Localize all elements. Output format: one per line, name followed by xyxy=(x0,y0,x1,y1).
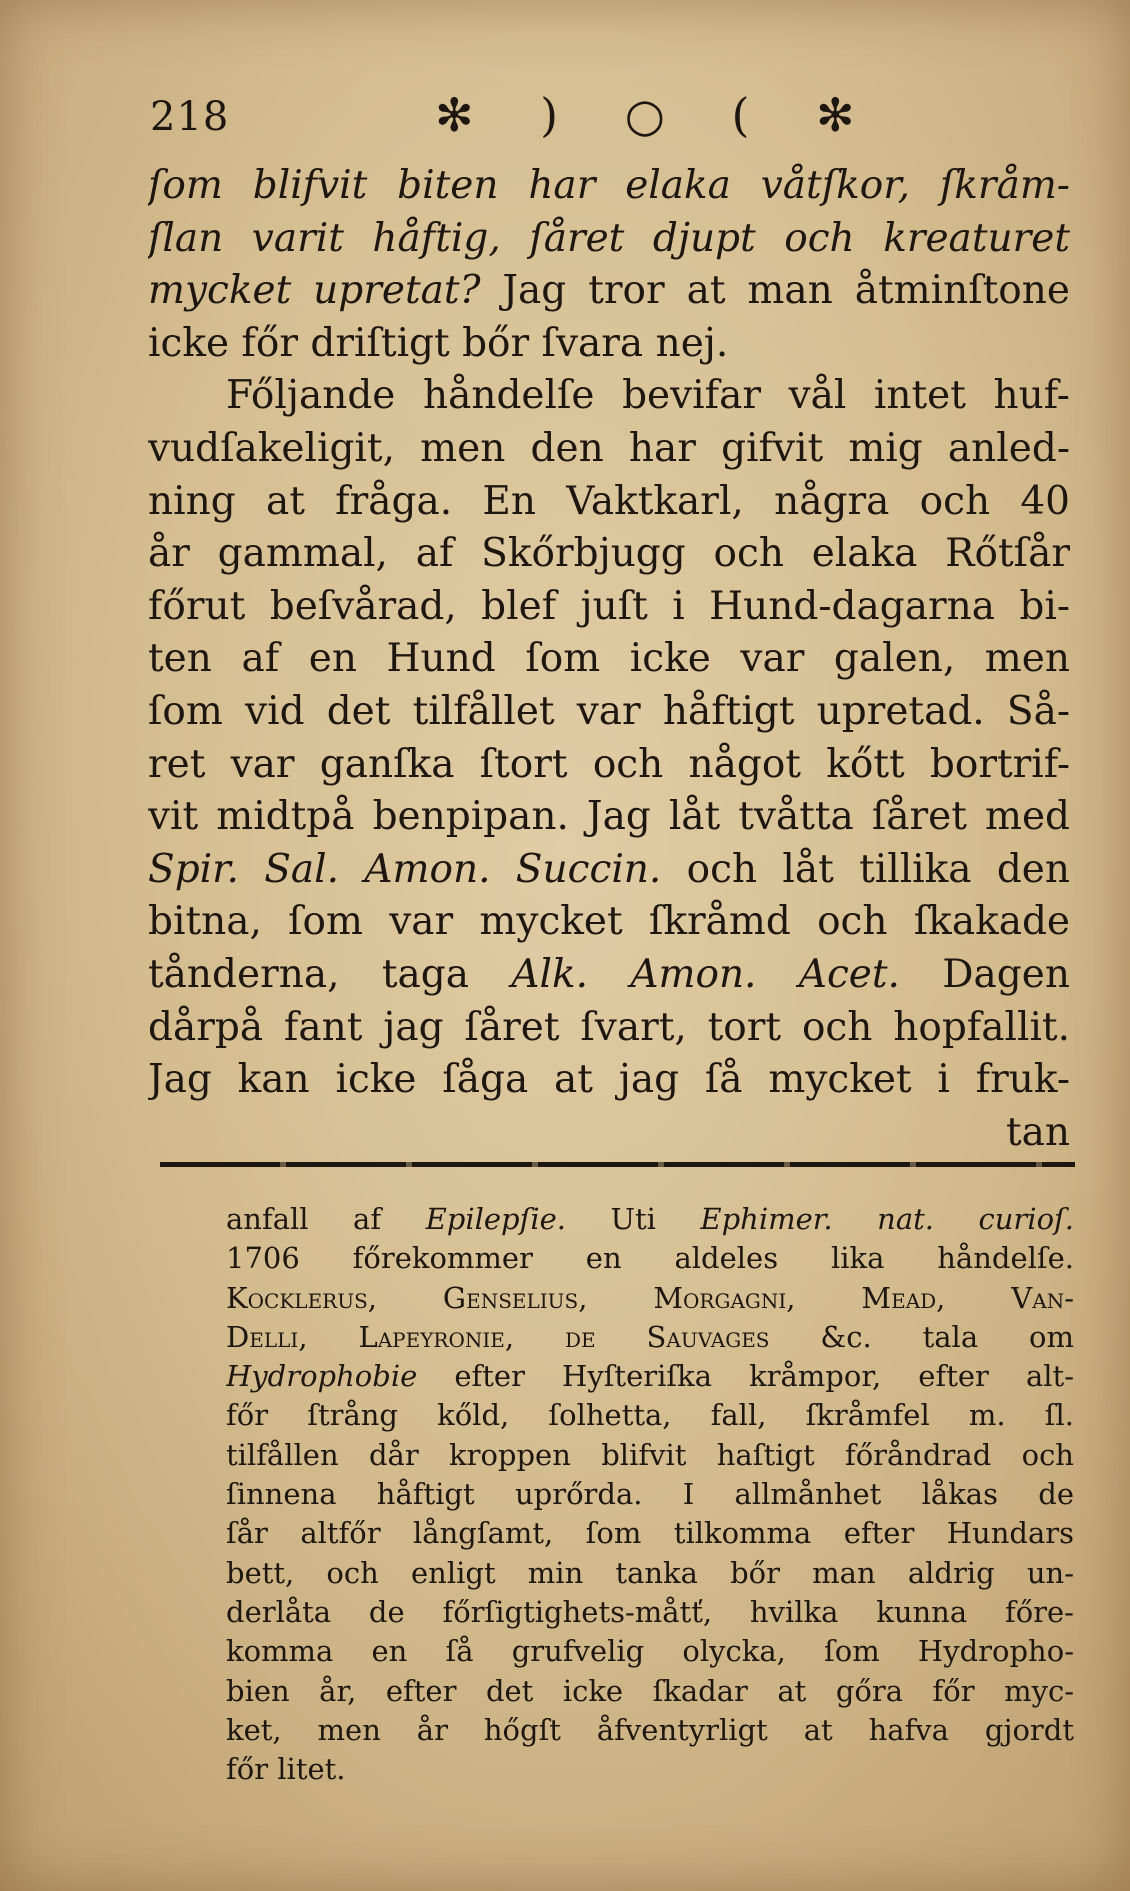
small-caps-fragment: Delli, Lapeyronie, de Sauvages xyxy=(226,1319,770,1354)
text-line: år gammal, af Skőrbjugg och elaka Rőtſår xyxy=(148,531,1070,577)
footnote-divider xyxy=(160,1162,1075,1167)
roman-fragment: Jag tror at man åtminſtone xyxy=(480,268,1070,314)
text-line: ret var ganſka ſtort och något kőtt bortrif- xyxy=(148,741,1070,787)
roman-fragment: och låt tillika den xyxy=(661,846,1070,892)
italic-fragment: mycket upretat? xyxy=(148,268,481,314)
text-line: bitna, ſom var mycket ſkråmd och ſkakade xyxy=(148,899,1070,945)
footnote-line: főr litet. xyxy=(226,1752,346,1787)
footnote-line: ſinnena håftigt uprőrda. I allmånhet låkas de xyxy=(226,1477,1074,1512)
text-line xyxy=(148,265,1070,318)
italic-fragment: Ephimer. nat. curioſ. xyxy=(700,1202,1074,1236)
italic-fragment: Epilepſie. xyxy=(425,1202,566,1236)
roman-fragment: efter Hyſteriſka kråmpor, efter alt- xyxy=(417,1359,1074,1394)
footnote-line: tilfållen dår kroppen blifvit haſtigt főråndrad och xyxy=(226,1437,1074,1472)
text-line: főrut beſvårad, blef juſt i Hund-dagarna bi- xyxy=(148,583,1070,629)
page-header xyxy=(150,88,970,148)
italic-fragment: Hydrophobie xyxy=(226,1359,418,1394)
italic-fragment: Spir. Sal. Amon. Succin. xyxy=(148,846,662,892)
text-line: icke főr driſtigt bőr ſvara nej. xyxy=(148,320,729,366)
footnote-line xyxy=(226,1357,1074,1396)
text-line: dårpå fant jag ſåret ſvart, tort och hopfallit. xyxy=(148,1004,1070,1050)
footnote-line: ket, men år hőgſt åfventyrligt at hafva gjordt xyxy=(226,1712,1074,1747)
italic-fragment: Alk. Amon. Acet. xyxy=(511,951,900,997)
roman-fragment: anfall af xyxy=(226,1202,426,1236)
text-line: ten af en Hund ſom icke var galen, men xyxy=(148,636,1070,682)
footnote-line xyxy=(226,1200,1074,1239)
footnote-line: komma en ſå grufvelig olycka, ſom Hydropho- xyxy=(226,1634,1074,1669)
page-number: 218 xyxy=(150,94,230,140)
text-line: vudſakeligit, men den har gifvit mig anled- xyxy=(148,425,1070,471)
main-text xyxy=(148,160,1070,1159)
footnote-line: derlåta de főrſigtighets-måtť, hvilka kunna főre- xyxy=(226,1594,1074,1629)
text-line: vit midtpå benpipan. Jag låt tvåtta ſåret med xyxy=(148,794,1070,840)
roman-fragment: &c. tala om xyxy=(769,1319,1074,1354)
text-line xyxy=(148,949,1070,1002)
footnote-line xyxy=(226,1318,1074,1357)
text-line xyxy=(148,844,1070,897)
footnote-line: Kocklerus, Genselius, Morgagni, Mead, Van- xyxy=(226,1280,1074,1315)
text-line: ſom vid det tilfållet var håftigt upretad. Så- xyxy=(148,688,1070,734)
header-ornament: ✻ ) ○ ( ✻ xyxy=(435,88,881,142)
roman-fragment: tånderna, taga xyxy=(148,951,512,997)
roman-fragment: Uti xyxy=(566,1202,701,1236)
footnote-line: bien år, efter det icke ſkadar at gőra főr myc- xyxy=(226,1673,1074,1708)
text-line: Főljande håndelſe bevifar vål intet huf- xyxy=(226,373,1070,419)
footnote-line: bett, och enligt min tanka bőr man aldrig un- xyxy=(226,1555,1074,1590)
text-line: ning at fråga. En Vaktkarl, några och 40 xyxy=(148,478,1070,524)
footnote-line: 1706 főrekommer en aldeles lika håndelſe. xyxy=(226,1241,1074,1276)
text-line: Jag kan icke ſåga at jag ſå mycket i fruk- xyxy=(148,1057,1070,1103)
catchword: tan xyxy=(1005,1109,1070,1155)
roman-fragment: Dagen xyxy=(899,951,1070,997)
footnote-line: ſår altfőr långſamt, ſom tilkomma efter Hundars xyxy=(226,1516,1074,1551)
footnote xyxy=(226,1200,1074,1789)
footnote-line: főr ſtrång kőld, ſolhetta, fall, ſkråmfel m. ſl. xyxy=(226,1398,1074,1433)
text-line: ſlan varit håftig, ſåret djupt och kreaturet xyxy=(148,215,1070,261)
text-line: ſom blifvit biten har elaka våtſkor, ſkråm- xyxy=(148,163,1070,208)
